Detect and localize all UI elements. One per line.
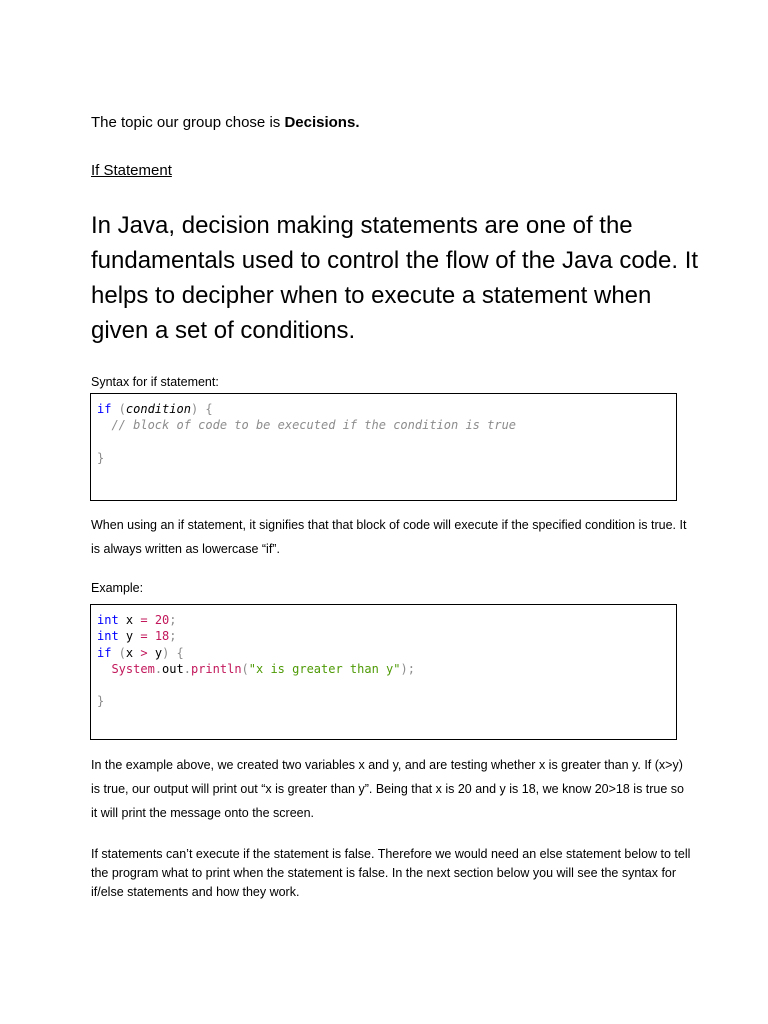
lead-paragraph: In Java, decision making statements are one of the fundamentals used to control the flow of the Java code. It helps to decipher when to execute a statement when given a set of conditions. (91, 212, 699, 344)
code-identifier: x (118, 613, 141, 627)
syntax-code-line (97, 401, 670, 417)
code-number: 20 (147, 613, 170, 627)
example-code-line (97, 612, 670, 628)
syntax-caption: Syntax for if statement: (91, 375, 219, 389)
code-keyword: int (97, 629, 119, 644)
code-operator: = (140, 613, 148, 627)
code-identifier: y (118, 629, 141, 644)
code-punct: ( (111, 645, 126, 660)
code-condition: condition (125, 402, 191, 416)
example-code-line (97, 628, 670, 644)
example-code-block (90, 604, 677, 740)
else-intro-paragraph: If statements can’t execute if the statement is false. Therefore we would need an else statement below to tell the program what to print when the statement is false. In the next section below you will see the syntax for if/else statements and how they work. (91, 847, 691, 899)
code-number: 18 (147, 629, 170, 644)
explanation-paragraph: When using an if statement, it signifies that that block of code will execute if the specified condition is true. It is always written as lowercase “if”. (91, 518, 687, 556)
example-code-blank (97, 677, 670, 693)
example-code-line (97, 661, 670, 677)
code-operator: = (140, 629, 148, 644)
example-code-closing-brace: } (97, 694, 105, 709)
section-heading-if-statement: If Statement (91, 162, 172, 179)
code-operator: > (133, 645, 155, 660)
syntax-code-block (90, 393, 677, 501)
syntax-code-blank (97, 434, 670, 450)
code-punct: ) { (162, 645, 184, 660)
code-punct: ; (169, 613, 177, 627)
code-punct: ; (169, 629, 177, 644)
example-caption: Example: (91, 581, 144, 595)
code-class: System (111, 661, 155, 676)
intro-text: The topic our group chose is (91, 114, 285, 131)
intro-sentence (91, 114, 359, 131)
code-indent (97, 662, 111, 676)
code-punct: ( (241, 661, 249, 676)
code-field: out (162, 661, 184, 676)
syntax-code-comment: // block of code to be executed if the condition is true (97, 418, 517, 433)
code-keyword: if (97, 402, 112, 416)
example-explanation-paragraph: In the example above, we created two variables x and y, and are testing whether x is greater than y. If (x>y) is true, our output will print out “x is greater than y”. Being that x is 20 and y is 18, we know 20>18 is true so it will print the message onto the screen. (91, 758, 685, 820)
code-punct: ); (400, 661, 415, 676)
code-identifier: y (154, 645, 163, 660)
code-keyword: if (97, 645, 112, 660)
code-punct: ) { (190, 402, 213, 416)
intro-topic: Decisions. (284, 114, 360, 131)
code-keyword: int (97, 613, 119, 627)
code-identifier: x (125, 645, 134, 660)
code-string: "x is greater than y" (248, 661, 401, 676)
syntax-code-closing-brace: } (97, 450, 105, 465)
code-punct: ( (111, 402, 126, 416)
code-punct: . (154, 661, 163, 676)
example-code-line (97, 645, 670, 661)
code-method: println (190, 661, 242, 676)
code-punct: . (183, 661, 191, 676)
